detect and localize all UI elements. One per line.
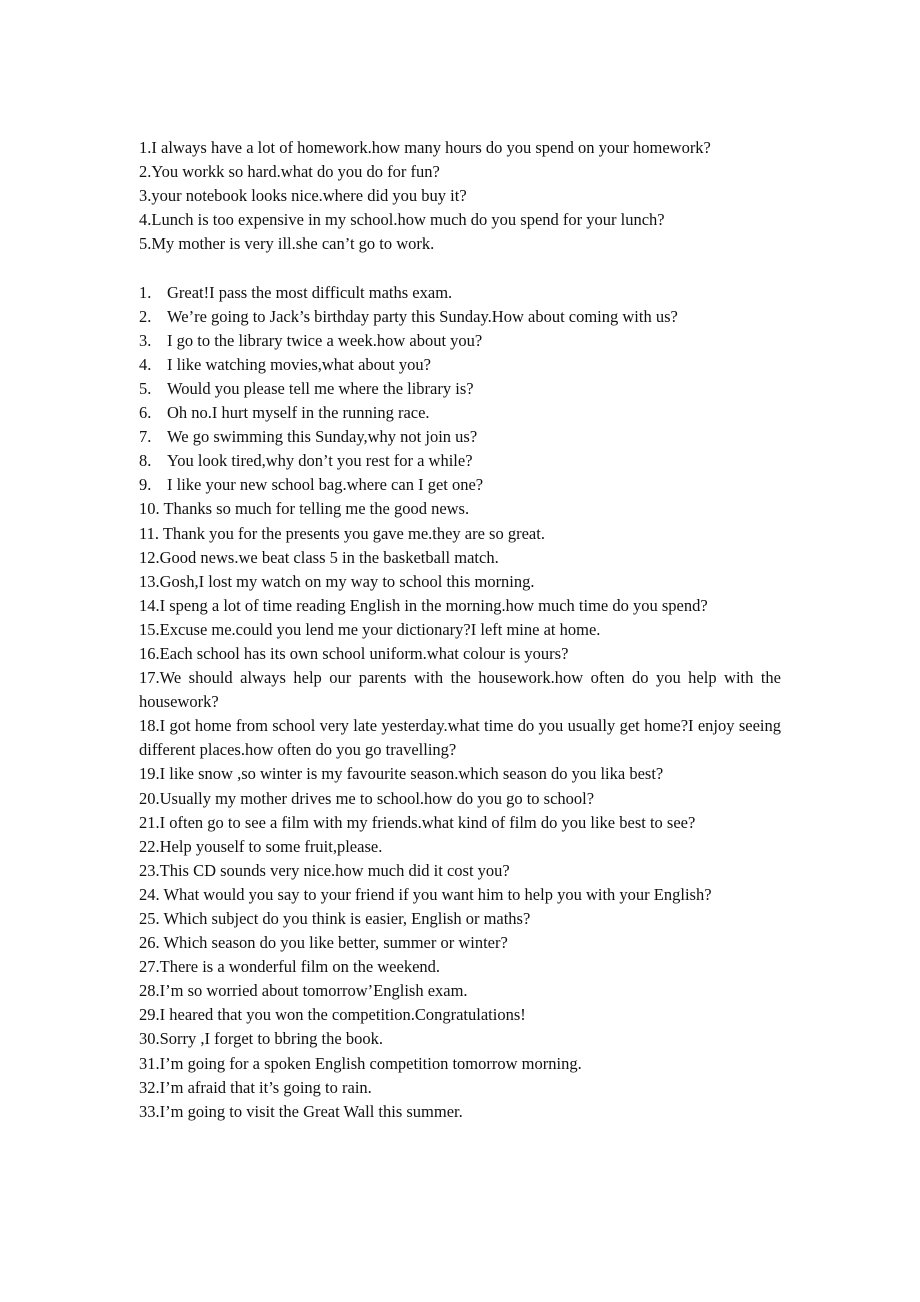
item-number: 8. <box>139 451 152 471</box>
item-number: 3. <box>139 330 152 350</box>
item-number: 4. <box>139 354 152 374</box>
list-item: 21.I often go to see a film with my friends.what kind of film do you like best to see? <box>139 812 696 832</box>
item-number: 9. <box>139 475 152 495</box>
intro-item: 1.I always have a lot of homework.how many hours do you spend on your homework? <box>139 138 711 157</box>
list-item: 23.This CD sounds very nice.how much did it cost you? <box>139 860 510 880</box>
numbered-item <box>139 473 781 497</box>
list-item: 26. Which season do you like better, summer or winter? <box>139 933 508 953</box>
list-item: 25. Which subject do you think is easier, English or maths? <box>139 909 531 928</box>
item-number: 1. <box>139 282 152 302</box>
list-item: 14.I speng a lot of time reading English in the morning.how much time do you spend? <box>139 595 708 615</box>
list-item: 13.Gosh,I lost my watch on my way to school this morning. <box>139 571 535 591</box>
item-text: I go to the library twice a week.how about you? <box>167 330 483 350</box>
item-text: We go swimming this Sunday,why not join us? <box>167 427 478 447</box>
item-number: 7. <box>139 427 152 447</box>
list-item: 24. What would you say to your friend if you want him to help you with your English? <box>139 884 712 904</box>
list-item: 27.There is a wonderful film on the weekend. <box>139 957 441 977</box>
list-item: 16.Each school has its own school uniform.what colour is yours? <box>139 643 569 663</box>
numbered-item <box>139 401 781 425</box>
item-text: Would you please tell me where the library is? <box>167 378 474 398</box>
list-item: 31.I’m going for a spoken English competition tomorrow morning. <box>139 1053 582 1073</box>
numbered-item <box>139 281 781 305</box>
item-text: Oh no.I hurt myself in the running race. <box>167 403 430 423</box>
item-number: 5. <box>139 378 152 398</box>
list-item: 28.I’m so worried about tomorrow’English exam. <box>139 981 468 1001</box>
list-item: 32.I’m afraid that it’s going to rain. <box>139 1077 372 1097</box>
numbered-item <box>139 449 781 473</box>
item-text: I like watching movies,what about you? <box>167 354 431 374</box>
list-item: 17.We should always help our parents with the housework.how often do you help with the housework? <box>139 668 781 712</box>
intro-item: 2.You workk so hard.what do you do for fun? <box>139 162 440 182</box>
numbered-item <box>139 353 781 377</box>
list-item: 15.Excuse me.could you lend me your dictionary?I left mine at home. <box>139 619 601 639</box>
list-item: 20.Usually my mother drives me to school.how do you go to school? <box>139 788 595 808</box>
item-text: You look tired,why don’t you rest for a while? <box>167 451 473 471</box>
list-item: 19.I like snow ,so winter is my favourite season.which season do you lika best? <box>139 764 664 784</box>
list-item: 11. Thank you for the presents you gave me.they are so great. <box>139 523 545 543</box>
item-number: 2. <box>139 306 152 326</box>
numbered-item <box>139 329 781 353</box>
intro-list <box>139 136 781 256</box>
section-gap <box>139 256 781 280</box>
intro-item: 4.Lunch is too expensive in my school.how much do you spend for your lunch? <box>139 210 665 230</box>
document-page <box>139 136 781 1124</box>
numbered-item <box>139 425 781 449</box>
list-item: 30.Sorry ,I forget to bbring the book. <box>139 1029 383 1049</box>
item-text: We’re going to Jack’s birthday party this Sunday.How about coming with us? <box>167 306 678 326</box>
numbered-list <box>139 281 781 1124</box>
list-item: 18.I got home from school very late yesterday.what time do you usually get home?I enjoy seeing different places.how often do you go travelling? <box>139 716 781 760</box>
numbered-item <box>139 377 781 401</box>
numbered-item <box>139 305 781 329</box>
list-item: 33.I’m going to visit the Great Wall this summer. <box>139 1101 463 1121</box>
intro-item: 5.My mother is very ill.she can’t go to work. <box>139 234 435 254</box>
item-number: 6. <box>139 403 152 423</box>
item-text: Great!I pass the most difficult maths exam. <box>167 282 453 302</box>
intro-item: 3.your notebook looks nice.where did you buy it? <box>139 186 467 206</box>
list-item: 12.Good news.we beat class 5 in the basketball match. <box>139 547 499 567</box>
item-text: I like your new school bag.where can I get one? <box>167 475 484 495</box>
list-item: 22.Help youself to some fruit,please. <box>139 836 383 856</box>
list-item: 29.I heared that you won the competition.Congratulations! <box>139 1005 526 1025</box>
list-item: 10. Thanks so much for telling me the good news. <box>139 499 470 519</box>
